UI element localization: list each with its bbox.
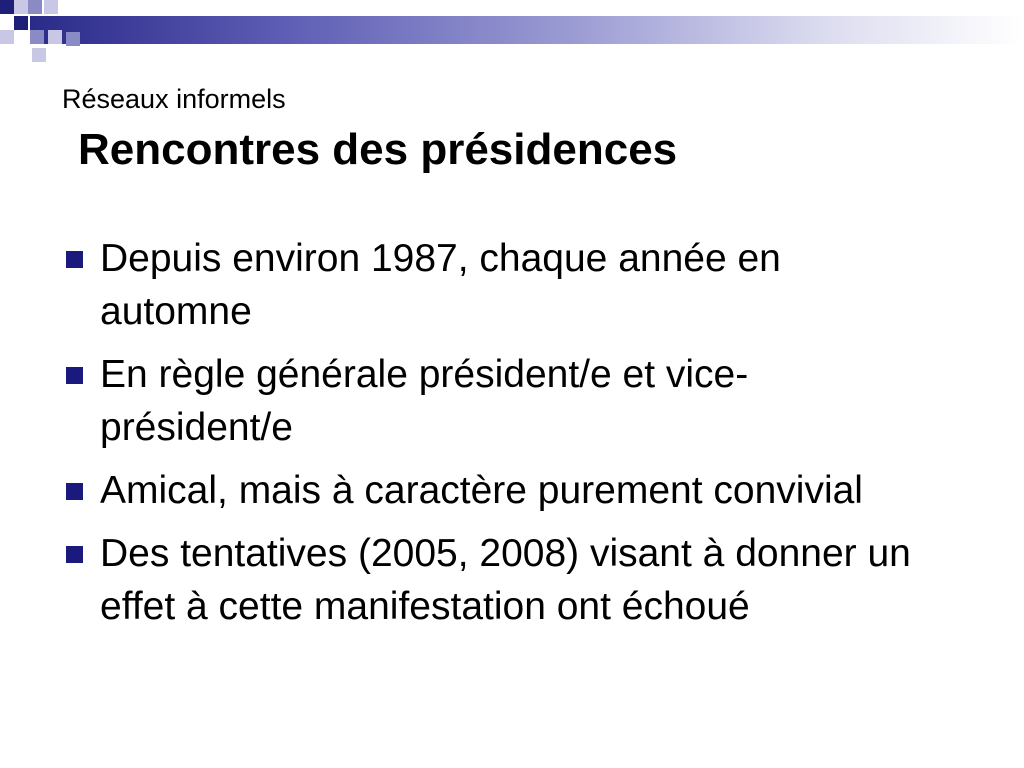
bullet-item [62,232,962,338]
header-decoration [0,0,1024,60]
decor-square [30,30,44,44]
bullet-text: Amical, mais à caractère purement convivial [100,469,863,512]
decor-square [48,30,62,44]
slide-title: Rencontres des présidences [78,125,678,174]
decor-square [66,32,80,46]
decor-square [32,48,46,62]
decor-square [44,0,58,14]
bullet-list [62,232,962,643]
decor-square [0,0,14,14]
bullet-item [62,348,962,454]
decor-square [28,0,42,14]
square-bullet-icon [66,483,83,500]
slide-subtitle: Réseaux informels [62,84,286,114]
bullet-item [62,527,962,633]
header-gradient-bar [30,16,1024,44]
square-bullet-icon [66,251,83,268]
decor-square [14,16,28,30]
bullet-text: Depuis environ 1987, chaque année en automne [100,237,781,333]
bullet-text: En règle générale président/e et vice-président/e [100,353,749,449]
decor-square [0,30,14,44]
square-bullet-icon [66,546,83,563]
bullet-item [62,464,962,517]
decor-square [14,0,28,14]
bullet-text: Des tentatives (2005, 2008) visant à donner un effet à cette manifestation ont échoué [100,532,911,628]
square-bullet-icon [66,367,83,384]
